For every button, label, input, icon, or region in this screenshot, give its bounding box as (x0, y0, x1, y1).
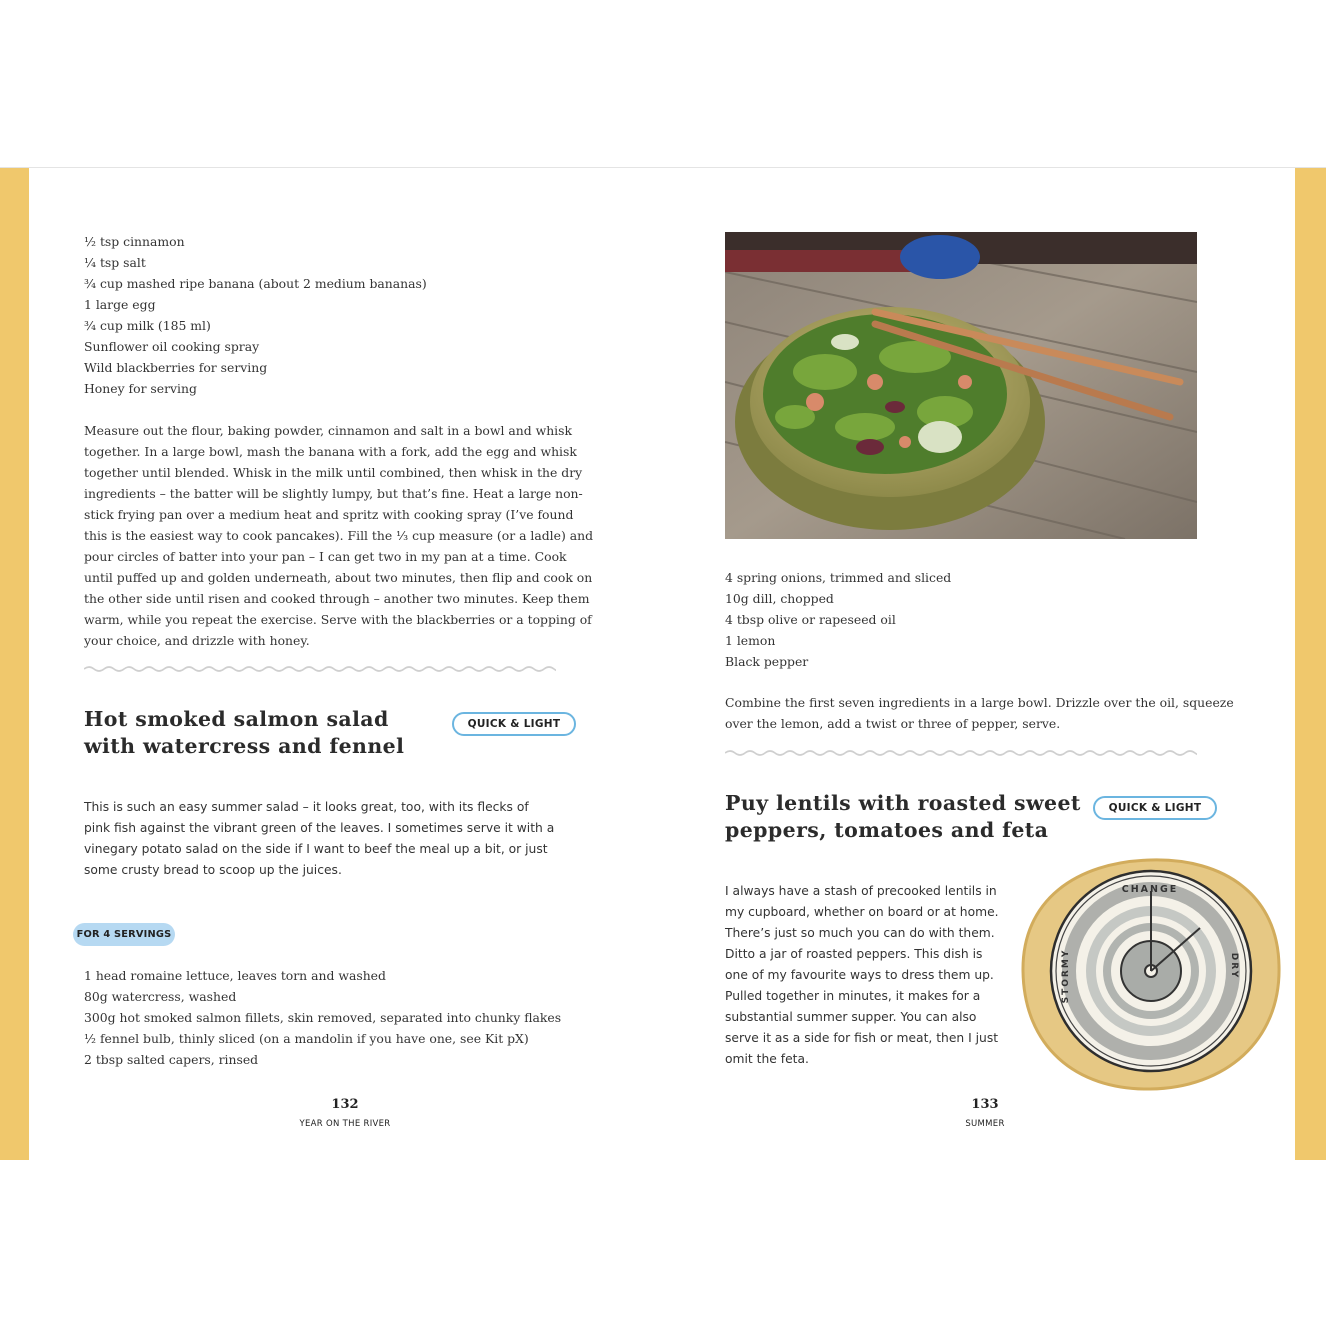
recipe-title-line: with watercress and fennel (84, 734, 405, 758)
text-line: stick frying pan over a medium heat and spritz with cooking spray (I’ve found (84, 507, 574, 522)
text-line: 10g dill, chopped (725, 591, 834, 606)
text-line: vinegary potato salad on the side if I want to beef the meal up a bit, or just (84, 842, 548, 856)
quick-light-tag: QUICK & LIGHT (1093, 796, 1217, 820)
quick-light-tag: QUICK & LIGHT (452, 712, 576, 736)
barometer-label-left: STORMY (1061, 948, 1071, 1004)
text-line: serve it as a side for fish or meat, then I just (725, 1031, 999, 1045)
right-page-edge (1295, 168, 1326, 1160)
text-line: your choice, and drizzle with honey. (84, 633, 310, 648)
barometer-label-right: DRY (1229, 952, 1239, 980)
text-line: I always have a stash of precooked lentils in (725, 884, 997, 898)
text-line: the other side until risen and cooked through – another two minutes. Keep them (84, 591, 590, 606)
text-line: There’s just so much you can do with them. (725, 926, 995, 940)
recipe-intro (84, 797, 554, 881)
text-line: ¾ cup mashed ripe banana (about 2 medium bananas) (84, 276, 427, 291)
wave-divider (725, 748, 1197, 758)
text-line: Black pepper (725, 654, 809, 669)
ingredient-list (725, 567, 951, 672)
method-paragraph (725, 692, 1234, 734)
text-line: some crusty bread to scoop up the juices. (84, 863, 342, 877)
text-line: Measure out the flour, baking powder, cinnamon and salt in a bowl and whisk (84, 423, 573, 438)
text-line: pink fish against the vibrant green of the leaves. I sometimes serve it with a (84, 821, 555, 835)
ingredient-list-bottom (84, 965, 561, 1070)
text-line: until puffed up and golden underneath, about two minutes, then flip and cook on (84, 570, 593, 585)
text-line: 4 tbsp olive or rapeseed oil (725, 612, 896, 627)
left-page-edge (0, 168, 29, 1160)
text-line: ¾ cup milk (185 ml) (84, 318, 211, 333)
text-line: Pulled together in minutes, it makes for a (725, 989, 981, 1003)
recipe-intro (725, 881, 999, 1070)
text-line: 80g watercress, washed (84, 989, 237, 1004)
text-line: my cupboard, whether on board or at home. (725, 905, 999, 919)
text-line: pour circles of batter into your pan – I can get two in my pan at a time. Cook (84, 549, 567, 564)
recipe-title-line: peppers, tomatoes and feta (725, 818, 1049, 842)
text-line: 1 lemon (725, 633, 776, 648)
page-section-label: YEAR ON THE RIVER (299, 1119, 391, 1129)
text-line: together. In a large bowl, mash the banana with a fork, add the egg and whisk (84, 444, 577, 459)
page-section-label: SUMMER (965, 1119, 1005, 1129)
recipe-title (84, 706, 404, 760)
text-line: 1 large egg (84, 297, 156, 312)
text-line: omit the feta. (725, 1052, 809, 1066)
barometer-label-top: CHANGE (1121, 884, 1179, 895)
text-line: Sunflower oil cooking spray (84, 339, 260, 354)
barometer-illustration (1020, 856, 1282, 1092)
ingredient-list-top (84, 231, 427, 399)
text-line: Wild blackberries for serving (84, 360, 268, 375)
text-line: substantial summer supper. You can also (725, 1010, 977, 1024)
text-line: ½ fennel bulb, thinly sliced (on a mandolin if you have one, see Kit pX) (84, 1031, 529, 1046)
text-line: 1 head romaine lettuce, leaves torn and washed (84, 968, 386, 983)
book-spread (0, 167, 1326, 1160)
text-line: Combine the first seven ingredients in a large bowl. Drizzle over the oil, squeeze (725, 695, 1234, 710)
text-line: ingredients – the batter will be slightly lumpy, but that’s fine. Heat a large non- (84, 486, 583, 501)
text-line: Honey for serving (84, 381, 197, 396)
text-line: 2 tbsp salted capers, rinsed (84, 1052, 259, 1067)
text-line: ¼ tsp salt (84, 255, 146, 270)
text-line: 300g hot smoked salmon fillets, skin removed, separated into chunky flakes (84, 1010, 562, 1025)
text-line: warm, while you repeat the exercise. Serve with the blackberries or a topping of (84, 612, 592, 627)
text-line: one of my favourite ways to dress them up. (725, 968, 994, 982)
method-paragraph (84, 420, 593, 651)
text-line: Ditto a jar of roasted peppers. This dish is (725, 947, 983, 961)
servings-badge: FOR 4 SERVINGS (73, 923, 175, 946)
salad-photo (725, 232, 1197, 539)
recipe-title (725, 790, 1081, 844)
page-number: 133 (971, 1097, 999, 1112)
text-line: over the lemon, add a twist or three of pepper, serve. (725, 716, 1061, 731)
text-line: ½ tsp cinnamon (84, 234, 185, 249)
recipe-title-line: Puy lentils with roasted sweet (725, 791, 1081, 815)
text-line: 4 spring onions, trimmed and sliced (725, 570, 952, 585)
text-line: this is the easiest way to cook pancakes). Fill the ⅓ cup measure (or a ladle) and (84, 528, 594, 543)
text-line: together until blended. Whisk in the milk until combined, then whisk in the dry (84, 465, 583, 480)
page-number: 132 (331, 1097, 359, 1112)
text-line: This is such an easy summer salad – it looks great, too, with its flecks of (84, 800, 529, 814)
wave-divider (84, 664, 556, 674)
recipe-title-line: Hot smoked salmon salad (84, 707, 389, 731)
